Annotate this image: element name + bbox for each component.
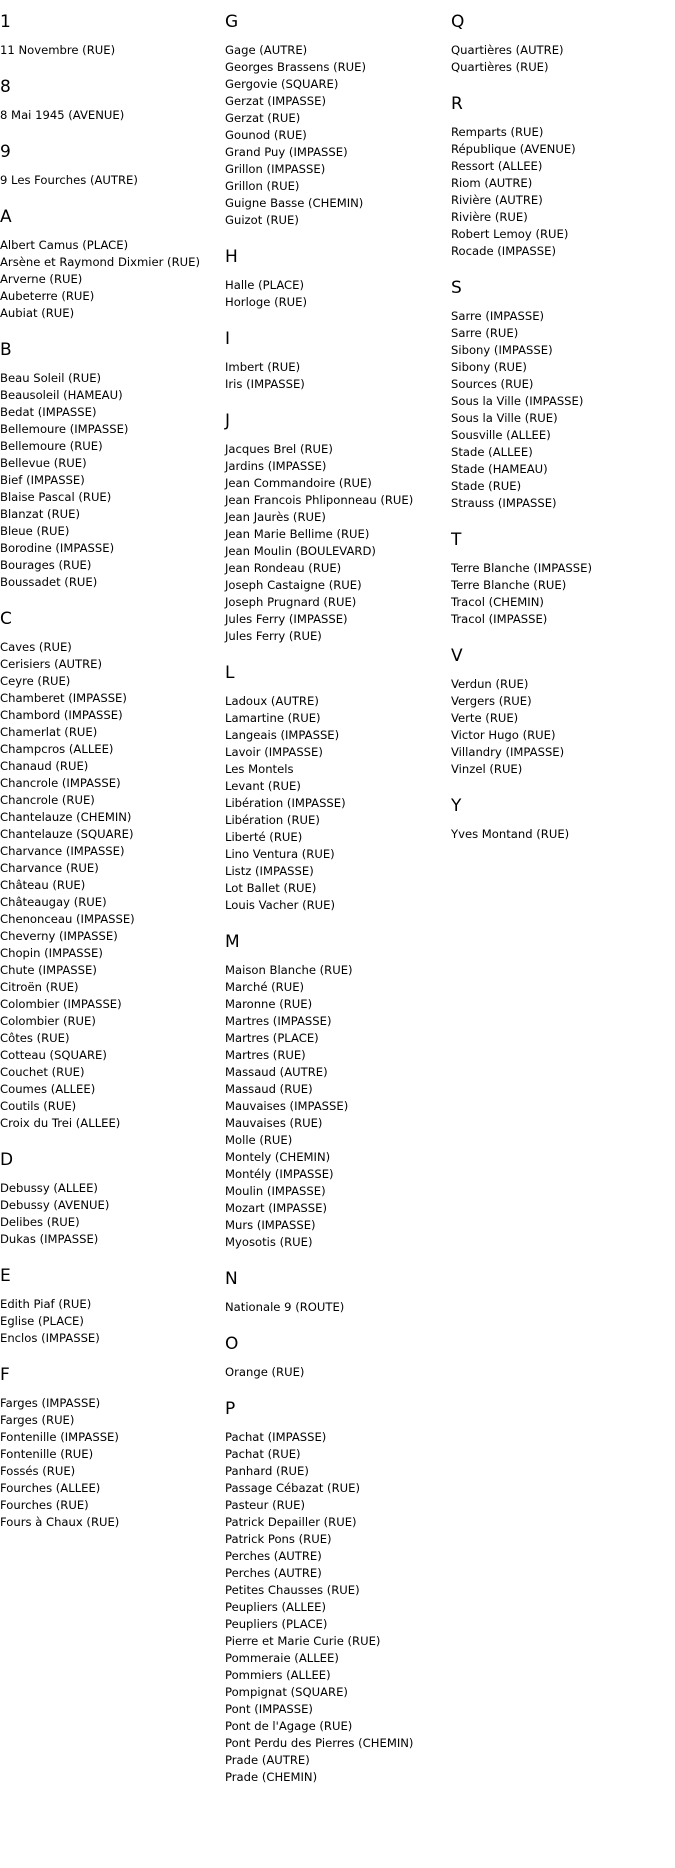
letter-section [0,77,220,124]
street-link[interactable]: Murs (IMPASSE) [225,1218,316,1232]
street-link[interactable]: Libération (IMPASSE) [225,796,346,810]
section-letter-heading: 1 [0,12,11,32]
street-link[interactable]: Maronne (RUE) [225,997,313,1011]
section-letter-heading: Q [451,12,465,32]
street-link[interactable]: Joseph Prugnard (RUE) [225,595,357,609]
street-list [451,676,671,778]
street-link[interactable]: Jean Commandoire (RUE) [225,476,372,490]
street-link[interactable]: Fontenille (IMPASSE) [0,1430,119,1444]
street-link[interactable]: Rivière (AUTRE) [451,193,543,207]
street-link[interactable]: Beau Soleil (RUE) [0,371,102,385]
street-link[interactable]: Listz (IMPASSE) [225,864,314,878]
street-link[interactable]: Iris (IMPASSE) [225,377,305,391]
section-letter-heading: P [225,1399,236,1419]
street-link[interactable]: Jardins (IMPASSE) [225,459,327,473]
street-link[interactable]: Verte (RUE) [451,711,519,725]
section-letter-heading: H [225,247,238,267]
street-link[interactable]: Passage Cébazat (RUE) [225,1481,360,1495]
street-list [225,962,445,1251]
street-link[interactable]: Bourages (RUE) [0,558,92,572]
street-list [0,1395,220,1531]
street-link[interactable]: Enclos (IMPASSE) [0,1331,100,1345]
section-letter-heading: L [225,663,235,683]
street-link[interactable]: Couchet (RUE) [0,1065,85,1079]
street-list [0,42,220,59]
section-letter-heading: D [0,1150,14,1170]
street-link[interactable]: Marché (RUE) [225,980,305,994]
street-link[interactable]: Cerisiers (AUTRE) [0,657,103,671]
street-link[interactable]: Peupliers (PLACE) [225,1617,328,1631]
street-list [451,826,671,843]
street-list [451,42,671,76]
street-link[interactable]: Lamartine (RUE) [225,711,321,725]
street-list [0,370,220,591]
street-link[interactable]: Sibony (RUE) [451,360,527,374]
street-link[interactable]: Tracol (IMPASSE) [451,612,548,626]
street-list [225,359,445,393]
street-link[interactable]: Croix du Trei (ALLEE) [0,1116,121,1130]
street-link[interactable]: Vinzel (RUE) [451,762,523,776]
street-link[interactable]: Charvance (IMPASSE) [0,844,125,858]
letter-section [225,1269,445,1316]
street-link[interactable]: Sibony (IMPASSE) [451,343,553,357]
street-link[interactable]: Cotteau (SQUARE) [0,1048,107,1062]
section-letter-heading: V [451,646,463,666]
street-list [225,1364,445,1381]
street-link[interactable]: Chantelauze (CHEMIN) [0,810,132,824]
street-link[interactable]: Jean Rondeau (RUE) [225,561,342,575]
street-link[interactable]: Fourches (ALLEE) [0,1481,101,1495]
street-link[interactable]: Debussy (AVENUE) [0,1198,110,1212]
street-link[interactable]: Jean Francois Phliponneau (RUE) [225,493,414,507]
street-link[interactable]: Tracol (CHEMIN) [451,595,544,609]
street-list [225,1429,445,1786]
letter-section [451,646,671,778]
street-link[interactable]: Lino Ventura (RUE) [225,847,335,861]
street-link[interactable]: Bellemoure (IMPASSE) [0,422,129,436]
street-link[interactable]: 8 Mai 1945 (AVENUE) [0,108,125,122]
street-link[interactable]: Beausoleil (HAMEAU) [0,388,123,402]
street-link[interactable]: Aubeterre (RUE) [0,289,95,303]
street-link[interactable]: 9 Les Fourches (AUTRE) [0,173,138,187]
street-link[interactable]: Gergovie (SQUARE) [225,77,339,91]
section-letter-heading: M [225,932,240,952]
section-letter-heading: J [225,411,231,431]
street-link[interactable]: Gage (AUTRE) [225,43,308,57]
street-link[interactable]: Pont de l'Agage (RUE) [225,1719,353,1733]
street-link[interactable]: Sous la Ville (IMPASSE) [451,394,584,408]
street-link[interactable]: Bedat (IMPASSE) [0,405,97,419]
street-list [0,172,220,189]
letter-section [0,12,220,59]
street-link[interactable]: Quartières (RUE) [451,60,549,74]
letter-section [225,411,445,645]
street-link[interactable]: Chenonceau (IMPASSE) [0,912,135,926]
street-list [0,107,220,124]
street-link[interactable]: Chute (IMPASSE) [0,963,97,977]
section-letter-heading: 8 [0,77,11,97]
street-link[interactable]: Chamerlat (RUE) [0,725,98,739]
street-link[interactable]: Terre Blanche (IMPASSE) [451,561,592,575]
street-link[interactable]: Montely (CHEMIN) [225,1150,331,1164]
street-link[interactable]: Pommiers (ALLEE) [225,1668,331,1682]
street-link[interactable]: Fontenille (RUE) [0,1447,94,1461]
street-list [0,1180,220,1248]
letter-section [0,1266,220,1347]
street-link[interactable]: Chancrole (RUE) [0,793,95,807]
letter-section [451,12,671,76]
section-letter-heading: I [225,329,231,349]
street-link[interactable]: Lot Ballet (RUE) [225,881,317,895]
street-link[interactable]: Sarre (RUE) [451,326,519,340]
street-link[interactable]: Yves Montand (RUE) [451,827,570,841]
street-link[interactable]: Rivière (RUE) [451,210,528,224]
street-link[interactable]: Pasteur (RUE) [225,1498,306,1512]
street-link[interactable]: Martres (IMPASSE) [225,1014,332,1028]
letter-section [0,340,220,591]
street-list [0,237,220,322]
street-link[interactable]: Boussadet (RUE) [0,575,98,589]
street-link[interactable]: Chambord (IMPASSE) [0,708,123,722]
street-link[interactable]: Farges (IMPASSE) [0,1396,101,1410]
street-link[interactable]: Pierre et Marie Curie (RUE) [225,1634,381,1648]
street-link[interactable]: Louis Vacher (RUE) [225,898,335,912]
street-link[interactable]: République (AVENUE) [451,142,576,156]
street-link[interactable]: Martres (RUE) [225,1048,306,1062]
street-link[interactable]: Pompignat (SQUARE) [225,1685,348,1699]
street-link[interactable]: Halle (PLACE) [225,278,304,292]
street-link[interactable]: Levant (RUE) [225,779,301,793]
street-link[interactable]: Verdun (RUE) [451,677,529,691]
street-link[interactable]: Grillon (RUE) [225,179,300,193]
street-link[interactable]: Stade (ALLEE) [451,445,533,459]
section-letter-heading: B [0,340,12,360]
street-link[interactable]: Champcros (ALLEE) [0,742,114,756]
street-link[interactable]: Jules Ferry (IMPASSE) [225,612,348,626]
street-link[interactable]: Petites Chausses (RUE) [225,1583,360,1597]
street-link[interactable]: Mauvaises (IMPASSE) [225,1099,349,1113]
street-link[interactable]: Riom (AUTRE) [451,176,533,190]
street-link[interactable]: Guigne Basse (CHEMIN) [225,196,364,210]
street-link[interactable]: Fours à Chaux (RUE) [0,1515,120,1529]
street-link[interactable]: Sarre (IMPASSE) [451,309,545,323]
street-link[interactable]: Ladoux (AUTRE) [225,694,319,708]
street-link[interactable]: Peupliers (ALLEE) [225,1600,327,1614]
street-link[interactable]: Jacques Brel (RUE) [225,442,333,456]
street-link[interactable]: Blanzat (RUE) [0,507,80,521]
street-link[interactable]: Georges Brassens (RUE) [225,60,367,74]
street-link[interactable]: Delibes (RUE) [0,1215,80,1229]
street-link[interactable]: Maison Blanche (RUE) [225,963,353,977]
street-index-column-1 [0,12,220,1549]
street-link[interactable]: Patrick Pons (RUE) [225,1532,332,1546]
street-link[interactable]: Mozart (IMPASSE) [225,1201,327,1215]
street-list [225,42,445,229]
section-letter-heading: C [0,609,12,629]
street-link[interactable]: Chancrole (IMPASSE) [0,776,121,790]
letter-section [451,278,671,512]
street-link[interactable]: Nationale 9 (ROUTE) [225,1300,345,1314]
street-link[interactable]: 11 Novembre (RUE) [0,43,116,57]
street-link[interactable]: Debussy (ALLEE) [0,1181,98,1195]
street-link[interactable]: Gerzat (IMPASSE) [225,94,326,108]
section-letter-heading: F [0,1365,10,1385]
letter-section [451,94,671,260]
street-link[interactable]: Jean Jaurès (RUE) [225,510,326,524]
street-link[interactable]: Horloge (RUE) [225,295,307,309]
street-link[interactable]: Pachat (RUE) [225,1447,301,1461]
street-link[interactable]: Quartières (AUTRE) [451,43,564,57]
section-letter-heading: E [0,1266,11,1286]
street-link[interactable]: Jean Moulin (BOULEVARD) [225,544,376,558]
letter-section [0,142,220,189]
street-link[interactable]: Pachat (IMPASSE) [225,1430,327,1444]
letter-section [451,796,671,843]
letter-section [225,329,445,393]
street-link[interactable]: Moulin (IMPASSE) [225,1184,326,1198]
street-link[interactable]: Lavoir (IMPASSE) [225,745,323,759]
street-link[interactable]: Perches (AUTRE) [225,1549,322,1563]
street-link[interactable]: Albert Camus (PLACE) [0,238,129,252]
letter-section [225,1399,445,1786]
street-link[interactable]: Gerzat (RUE) [225,111,301,125]
street-link[interactable]: Liberté (RUE) [225,830,303,844]
street-link[interactable]: Guizot (RUE) [225,213,299,227]
street-link[interactable]: Pont (IMPASSE) [225,1702,313,1716]
street-list [451,560,671,628]
street-link[interactable]: Dukas (IMPASSE) [0,1232,99,1246]
street-link[interactable]: Panhard (RUE) [225,1464,309,1478]
letter-section [451,530,671,628]
street-link[interactable]: Jules Ferry (RUE) [225,629,322,643]
street-list [0,639,220,1132]
street-link[interactable]: Montély (IMPASSE) [225,1167,334,1181]
letter-section [0,609,220,1132]
street-link[interactable]: Charvance (RUE) [0,861,99,875]
section-letter-heading: G [225,12,239,32]
street-link[interactable]: Grand Puy (IMPASSE) [225,145,348,159]
street-link[interactable]: Grillon (IMPASSE) [225,162,326,176]
street-link[interactable]: Strauss (IMPASSE) [451,496,557,510]
street-link[interactable]: Orange (RUE) [225,1365,305,1379]
section-letter-heading: O [225,1334,239,1354]
street-link[interactable]: Edith Piaf (RUE) [0,1297,92,1311]
street-link[interactable]: Farges (RUE) [0,1413,75,1427]
street-link[interactable]: Chantelauze (SQUARE) [0,827,134,841]
street-link[interactable]: Massaud (RUE) [225,1082,313,1096]
street-link[interactable]: Colombier (IMPASSE) [0,997,122,1011]
section-letter-heading: 9 [0,142,11,162]
street-link[interactable]: Caves (RUE) [0,640,72,654]
street-link[interactable]: Bellevue (RUE) [0,456,87,470]
street-link[interactable]: Victor Hugo (RUE) [451,728,556,742]
letter-section [0,1365,220,1531]
street-list [225,441,445,645]
street-link[interactable]: Cheverny (IMPASSE) [0,929,118,943]
street-link[interactable]: Jean Marie Bellime (RUE) [225,527,370,541]
street-link[interactable]: Ressort (ALLEE) [451,159,543,173]
street-link[interactable]: Vergers (RUE) [451,694,532,708]
street-index-column-2 [225,12,445,1804]
street-link[interactable]: Sources (RUE) [451,377,534,391]
street-link[interactable]: Chopin (IMPASSE) [0,946,103,960]
street-link[interactable]: Langeais (IMPASSE) [225,728,340,742]
street-link[interactable]: Martres (PLACE) [225,1031,319,1045]
street-link[interactable]: Château (RUE) [0,878,86,892]
street-list [225,277,445,311]
street-link[interactable]: Rocade (IMPASSE) [451,244,556,258]
section-letter-heading: S [451,278,462,298]
street-link[interactable]: Molle (RUE) [225,1133,293,1147]
street-link[interactable]: Aubiat (RUE) [0,306,75,320]
street-link[interactable]: Ceyre (RUE) [0,674,71,688]
street-link[interactable]: Terre Blanche (RUE) [451,578,567,592]
street-link[interactable]: Coumes (ALLEE) [0,1082,96,1096]
street-link[interactable]: Arsène et Raymond Dixmier (RUE) [0,255,200,269]
street-link[interactable]: Colombier (RUE) [0,1014,96,1028]
street-link[interactable]: Côtes (RUE) [0,1031,70,1045]
street-list [451,124,671,260]
street-link[interactable]: Perches (AUTRE) [225,1566,322,1580]
street-link[interactable]: Fourches (RUE) [0,1498,89,1512]
street-link[interactable]: Mauvaises (RUE) [225,1116,323,1130]
section-letter-heading: A [0,207,12,227]
street-link[interactable]: Fossés (RUE) [0,1464,76,1478]
street-link[interactable]: Sousville (ALLEE) [451,428,551,442]
street-link[interactable]: Remparts (RUE) [451,125,544,139]
street-link[interactable]: Patrick Depailler (RUE) [225,1515,357,1529]
letter-section [225,247,445,311]
letter-section [225,663,445,914]
section-letter-heading: T [451,530,462,550]
section-letter-heading: Y [451,796,462,816]
street-list [451,308,671,512]
street-list [225,1299,445,1316]
street-link[interactable]: Robert Lemoy (RUE) [451,227,569,241]
street-link[interactable]: Massaud (AUTRE) [225,1065,328,1079]
street-link[interactable]: Bief (IMPASSE) [0,473,85,487]
letter-section [225,12,445,229]
street-link[interactable]: Pommeraie (ALLEE) [225,1651,339,1665]
street-link[interactable]: Chamberet (IMPASSE) [0,691,127,705]
street-link[interactable]: Prade (AUTRE) [225,1753,310,1767]
section-letter-heading: N [225,1269,238,1289]
street-link[interactable]: Pont Perdu des Pierres (CHEMIN) [225,1736,414,1750]
street-index-column-3 [451,12,671,861]
street-link[interactable]: Coutils (RUE) [0,1099,77,1113]
street-link[interactable]: Stade (RUE) [451,479,522,493]
street-link[interactable]: Les Montels [225,762,294,776]
street-link[interactable]: Sous la Ville (RUE) [451,411,558,425]
street-link[interactable]: Chanaud (RUE) [0,759,89,773]
street-link[interactable]: Gounod (RUE) [225,128,307,142]
street-link[interactable]: Borodine (IMPASSE) [0,541,115,555]
street-link[interactable]: Arverne (RUE) [0,272,83,286]
street-list [225,693,445,914]
street-link[interactable]: Bleue (RUE) [0,524,70,538]
street-link[interactable]: Prade (CHEMIN) [225,1770,318,1784]
street-link[interactable]: Villandry (IMPASSE) [451,745,565,759]
street-link[interactable]: Blaise Pascal (RUE) [0,490,112,504]
letter-section [225,932,445,1251]
letter-section [225,1334,445,1381]
street-link[interactable]: Eglise (PLACE) [0,1314,84,1328]
letter-section [0,207,220,322]
street-link[interactable]: Bellemoure (RUE) [0,439,103,453]
street-link[interactable]: Myosotis (RUE) [225,1235,313,1249]
street-link[interactable]: Citroën (RUE) [0,980,79,994]
street-link[interactable]: Joseph Castaigne (RUE) [225,578,362,592]
street-list [0,1296,220,1347]
street-link[interactable]: Châteaugay (RUE) [0,895,107,909]
street-link[interactable]: Stade (HAMEAU) [451,462,548,476]
street-link[interactable]: Imbert (RUE) [225,360,301,374]
section-letter-heading: R [451,94,463,114]
letter-section [0,1150,220,1248]
street-link[interactable]: Libération (RUE) [225,813,320,827]
